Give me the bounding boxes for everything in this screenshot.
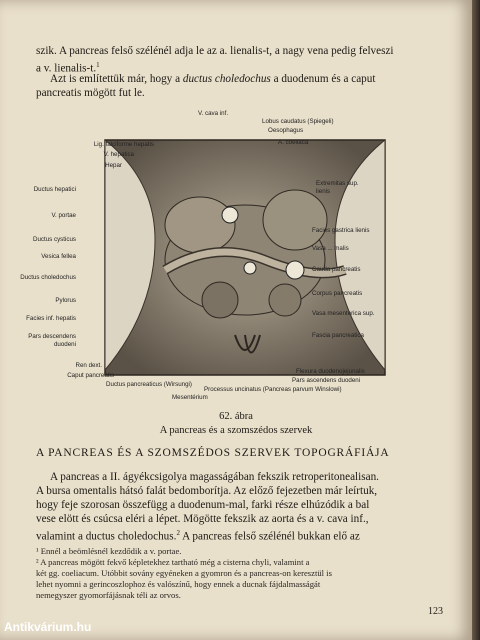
fig-label: Cauda pancreatis — [312, 266, 361, 273]
body-line: A bursa omentalis hátsó falát bedomborítja. Az előző fejezetben már leírtuk, — [36, 485, 378, 497]
fig-label: Ductus cysticus — [33, 236, 76, 243]
figure-number: 62. ábra — [219, 411, 253, 422]
fig-label: Vasa ... malis — [312, 245, 349, 252]
fig-label: Pars ascendens duodeni — [292, 377, 361, 384]
body-line: valamint a ductus choledochus.$^2$ A pancreas felső szélénél bukkan elő az — [36, 529, 360, 543]
text-line-1: szik. A pancreas felső szélénél adja le az a. lienalis-t, a nagy vena pedig felveszi — [36, 45, 394, 57]
fig-label: Extremitas sup. — [316, 180, 359, 187]
fig-label: Pylorus — [55, 297, 76, 304]
fig-label: Oesophagus — [268, 127, 304, 134]
section-heading: A PANCREAS ÉS A SZOMSZÉDOS SZERVEK TOPOGRÁFIÁJA — [36, 447, 390, 459]
footnote: ² A pancreas mögött fekvő képletekhez tartható még a cisterna chyli, valamint a — [36, 557, 310, 567]
fig-label: Ductus choledochus — [20, 274, 76, 281]
fig-label: Vesica fellea — [41, 253, 76, 260]
body-line: A pancreas a II. ágyékcsigolya magasságában fekszik retroperitonealisan. — [50, 471, 379, 483]
fig-label: Caput pancreatis — [67, 372, 114, 379]
fig-label: Lig. falciforme hepatis — [93, 141, 154, 148]
fig-label: Lobus caudatus (Spiegeli) — [262, 118, 334, 125]
fig-label: Pars descendens — [28, 333, 76, 340]
fig-label: lienis — [316, 188, 331, 195]
figure-caption: A pancreas és a szomszédos szervek — [159, 425, 313, 436]
text-line-4: pancreatis mögött fut le. — [36, 87, 145, 99]
fig-label: Facies inf. hepatis — [26, 315, 76, 322]
fig-label: Hepar — [105, 162, 122, 169]
fig-label: Fascia pancreatica — [312, 332, 364, 339]
fig-label: Ductus pancreaticus (Wirsungi) — [106, 381, 192, 388]
page-number: 123 — [428, 606, 443, 617]
fig-label: duodeni — [53, 341, 76, 348]
fig-label: V. portae — [51, 212, 76, 219]
footnote: lehet nyomni a gerincoszlophoz és valószínű, hogy ennek a ducnak fájdalmasságát — [36, 579, 321, 589]
fig-label: Flexura duodenojejunalis — [296, 368, 365, 375]
fig-label: Corpus pancreatis — [312, 290, 363, 297]
footnote: két gg. coeliacum. Utóbbit sovány egyéneken a gyomron és a pancreas-on keresztül is — [36, 568, 332, 578]
fig-label: V. hepatica — [103, 151, 134, 158]
fig-label: Mesentérium — [172, 394, 208, 401]
text-line-3: Azt is említettük már, hogy a ductus choledochus a duodenum és a caput — [50, 73, 376, 85]
anatomy-figure — [95, 120, 395, 390]
fig-label: Ren dext. — [75, 362, 102, 369]
watermark: Antikvárium.hu — [4, 620, 92, 634]
text-line-2: a v. lienalis-t.$^1$ — [36, 61, 100, 75]
fig-label: V. cava inf. — [198, 110, 229, 117]
fig-label: Processus uncinatus (Pancreas parvum Winslowi) — [204, 386, 342, 393]
fig-label: A. coeliaca — [278, 139, 309, 146]
fig-label: Facies gastrica lienis — [312, 227, 370, 234]
fig-label: Ductus hepatici — [33, 186, 76, 193]
footnote: nemegyszer gyomorfájásnak téli az orvos. — [36, 590, 181, 600]
body-line: hogy feje szorosan összefügg a duodenum-mal, farki része elhúzódik a bal — [36, 499, 370, 511]
body-line: vese elött és csúcsa eléri a lépet. Mögötte fekszik az aorta és a v. cava inf., — [36, 513, 369, 525]
footnote: ¹ Ennél a beömlésnél kezdődik a v. portae. — [36, 546, 182, 556]
fig-label: Vasa mesenterica sup. — [312, 310, 375, 317]
book-edge — [472, 0, 480, 640]
